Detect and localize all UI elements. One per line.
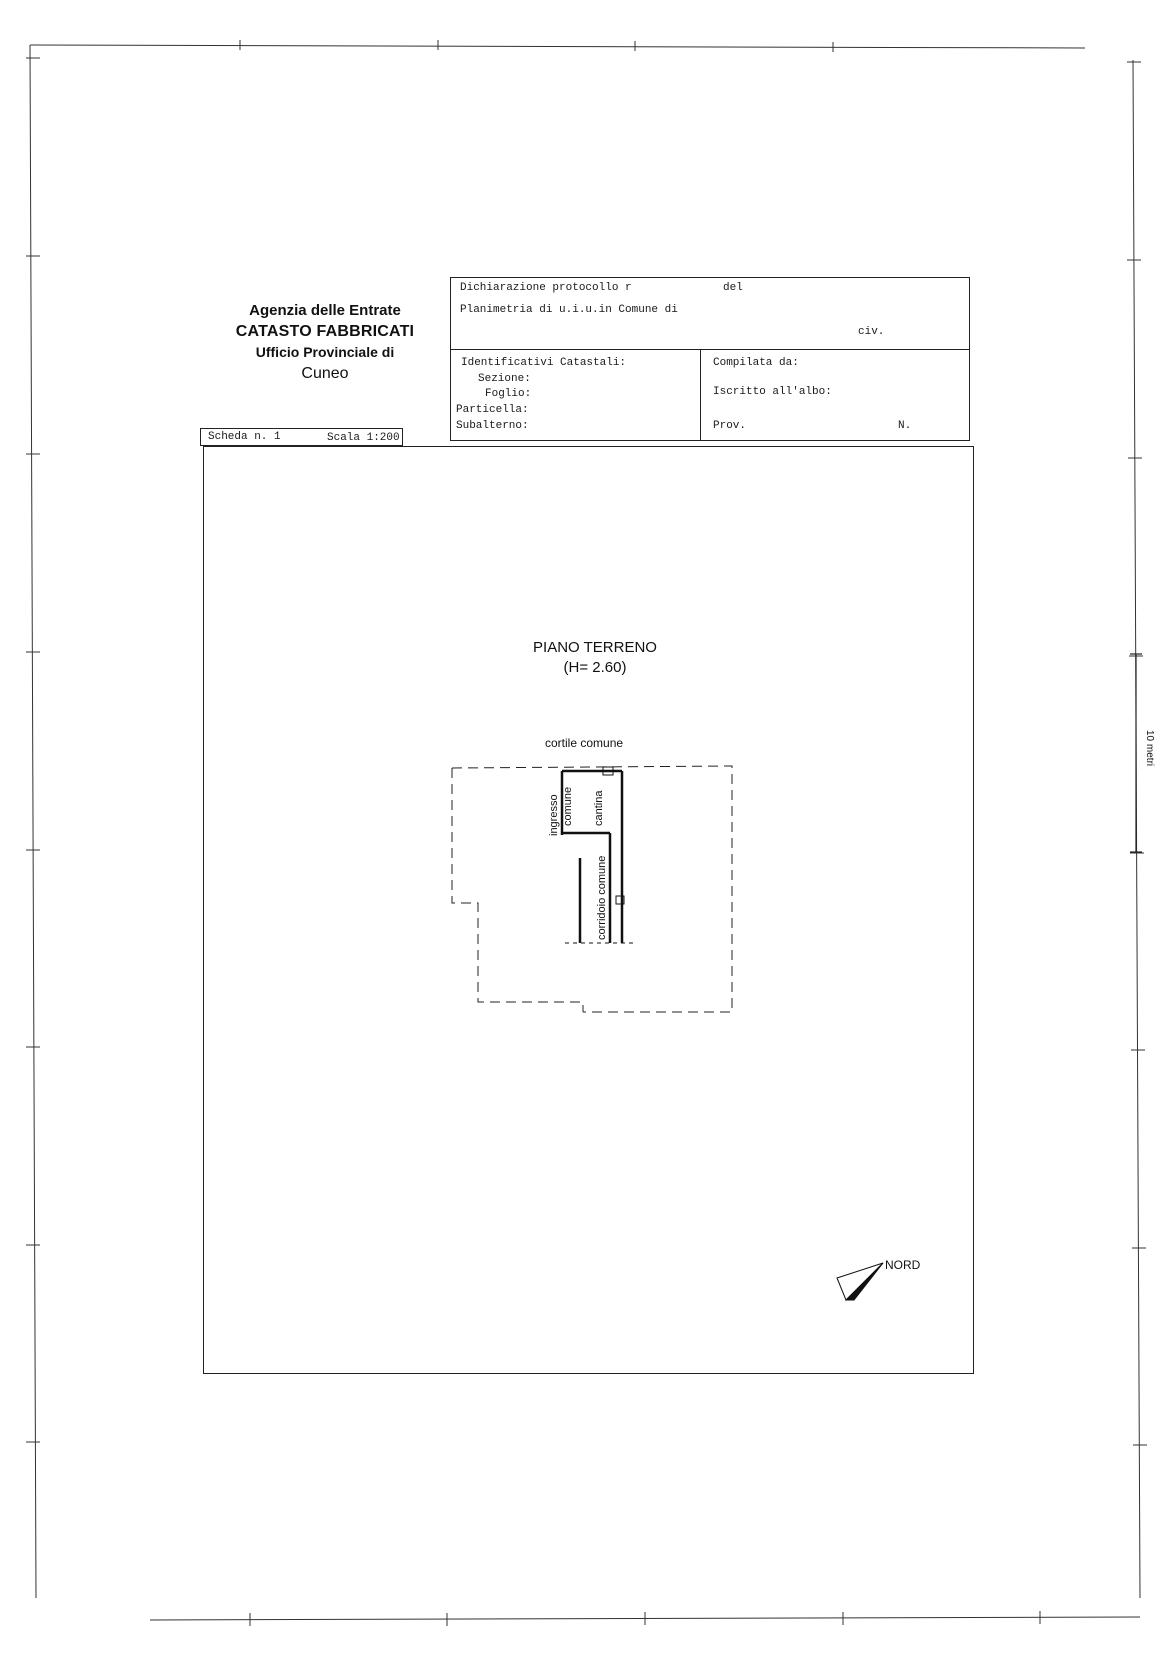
header-form (450, 277, 970, 441)
iscritto-label: Iscritto all'albo: (713, 386, 832, 398)
cantina-label: cantina (593, 790, 605, 826)
scheda-label: Scheda n. 1 (208, 431, 281, 443)
office-heading (200, 300, 450, 384)
cortile-label: cortile comune (545, 736, 624, 750)
corridoio-label: corridoio comune (596, 855, 608, 940)
dichiarazione-label: Dichiarazione protocollo r (460, 282, 632, 294)
office-city: Cuneo (301, 365, 349, 382)
particella-label: Particella: (456, 404, 529, 416)
floor-height: (H= 2.60) (563, 659, 627, 676)
header-form-divider-v (700, 349, 701, 441)
department-name: CATASTO FABBRICATI (235, 323, 415, 340)
north-label: NORD (885, 1258, 921, 1272)
prov-label: Prov. (713, 420, 747, 432)
scala-label: Scala 1:200 (327, 432, 400, 444)
subalterno-label: Subalterno: (456, 420, 529, 432)
n-label: N. (898, 420, 912, 432)
ingresso-label-line2: comune (562, 786, 574, 826)
scale-bar-label: 10 metri (1144, 730, 1155, 767)
sezione-label: Sezione: (478, 373, 531, 385)
compilata-label: Compilata da: (713, 357, 799, 369)
office-name: Ufficio Provinciale di (255, 344, 395, 360)
planimetria-label: Planimetria di u.i.u.in Comune di (460, 304, 678, 316)
floor-name: PIANO TERRENO (533, 639, 657, 656)
identificativi-label: Identificativi Catastali: (461, 357, 627, 369)
del-label: del (723, 282, 743, 294)
sheet-info-box (200, 428, 403, 446)
header-form-divider-h (451, 349, 969, 350)
plan-title (480, 638, 710, 678)
foglio-label: Foglio: (485, 388, 532, 400)
drawing-frame (203, 446, 974, 1374)
ingresso-label-line1: ingresso (548, 794, 560, 836)
agency-name: Agenzia delle Entrate (249, 302, 401, 319)
civ-label: civ. (858, 326, 885, 338)
